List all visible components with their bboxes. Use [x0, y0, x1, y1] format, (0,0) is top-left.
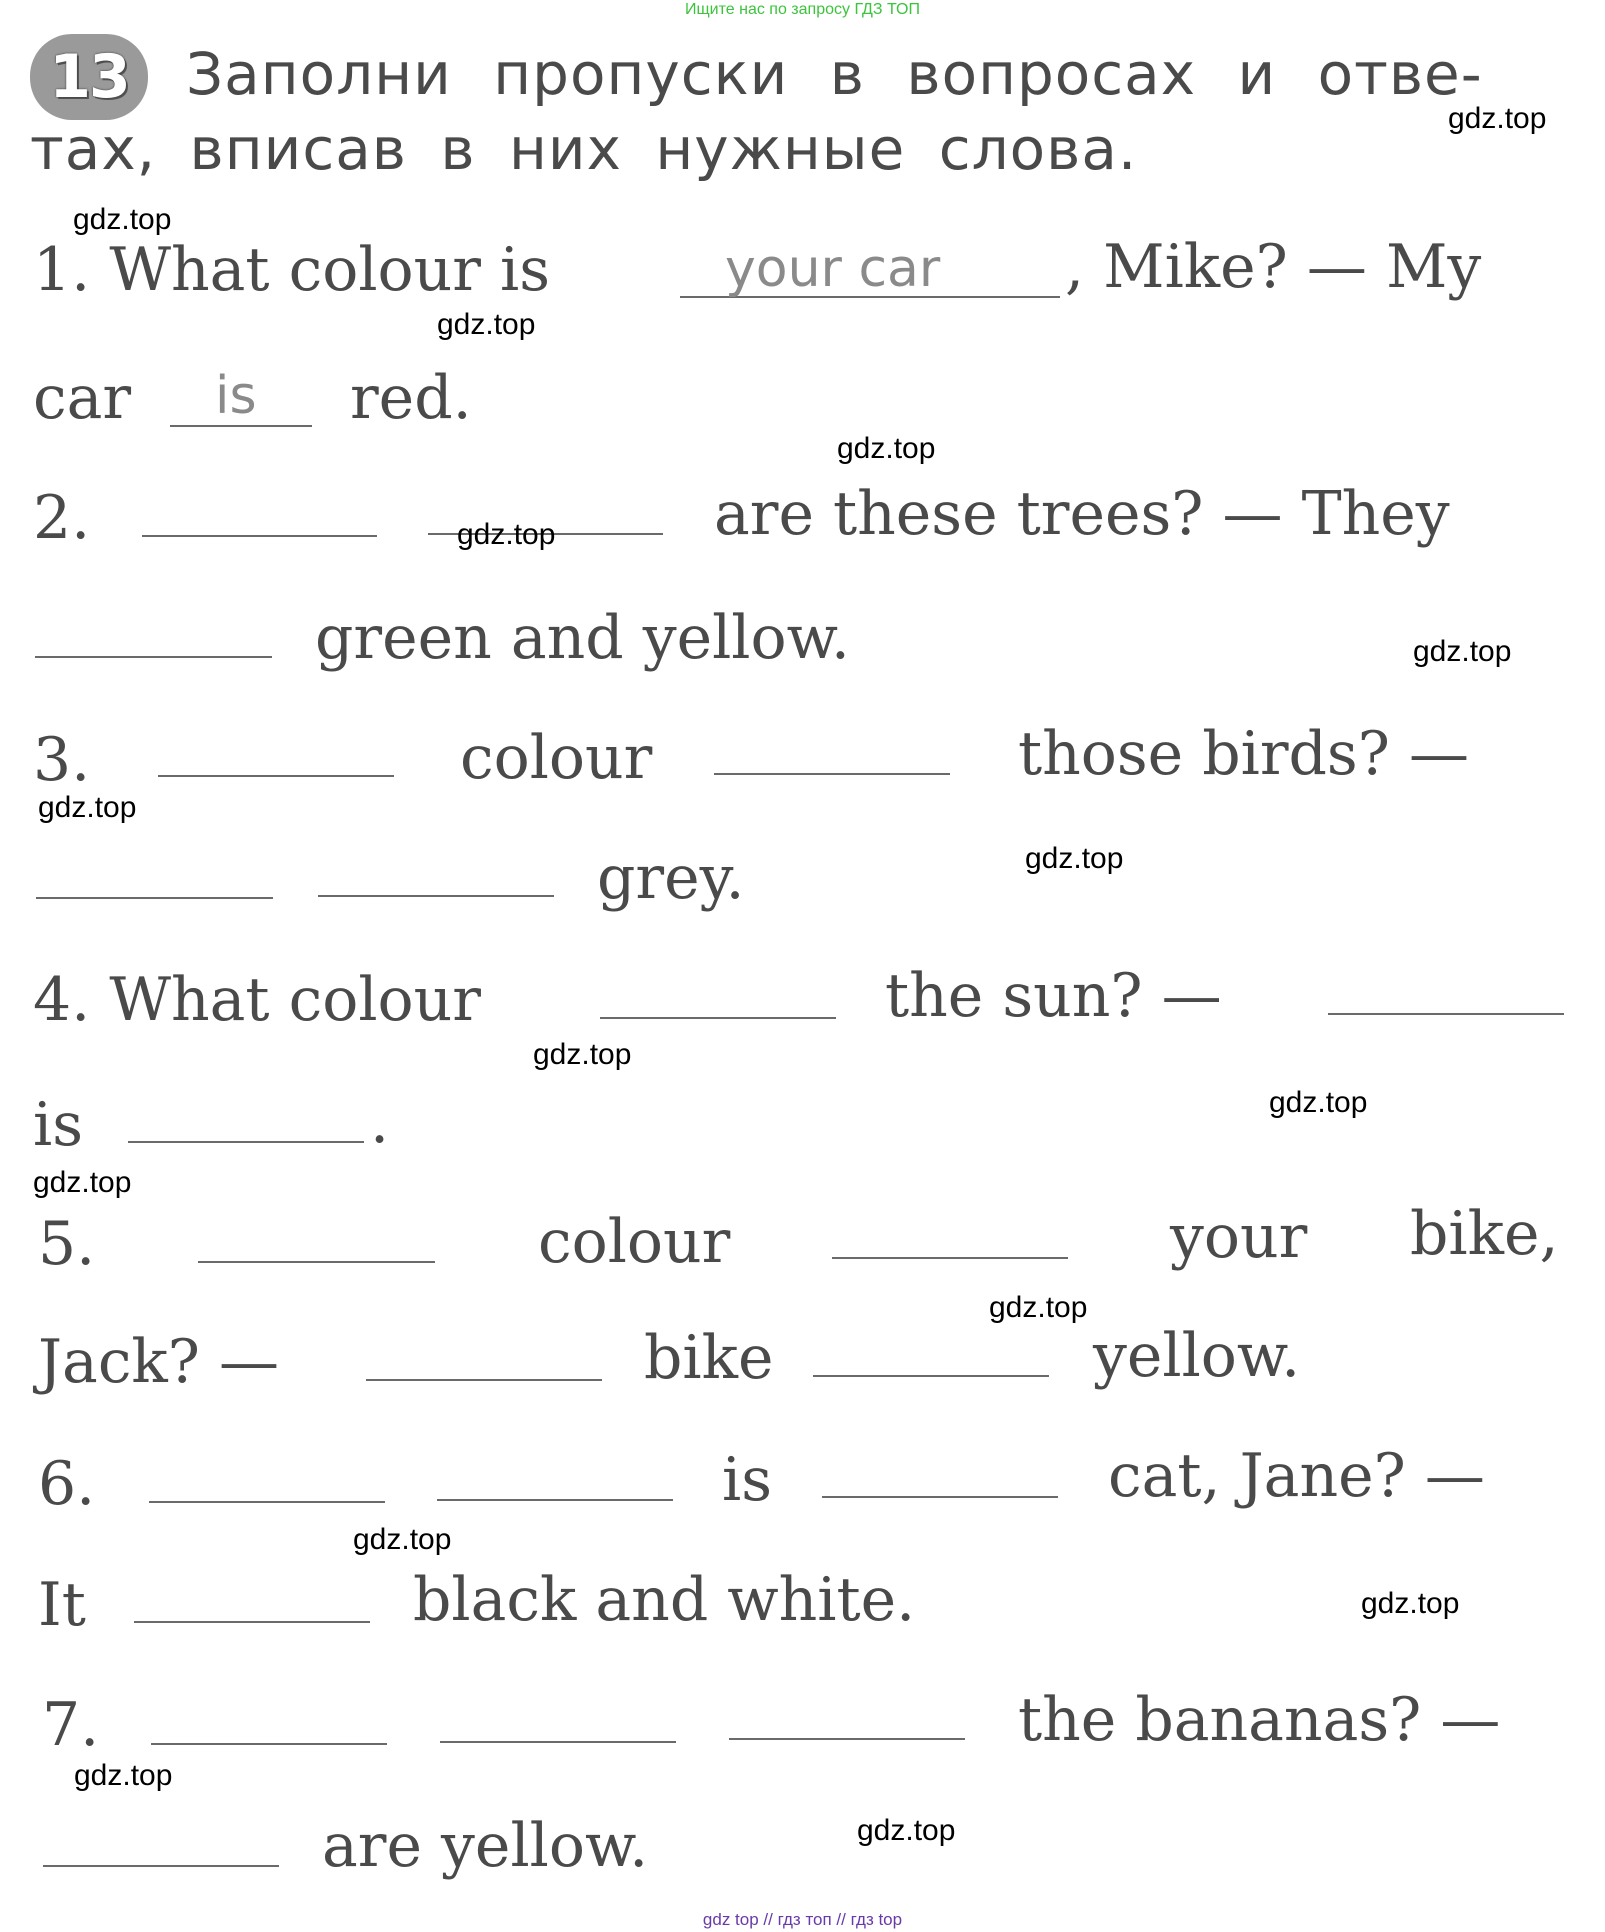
exercise-1-answer-start: car — [33, 363, 132, 433]
exercise-7-number: 7. — [42, 1690, 100, 1760]
exercise-3-answer: grey. — [597, 843, 745, 913]
exercise-1-question-end: , Mike? — My — [1065, 232, 1482, 302]
watermark: gdz.top — [33, 1166, 132, 1199]
task-instruction-line-2: тах, вписав в них нужные слова. — [30, 115, 1138, 183]
exercise-5-blank-3[interactable] — [366, 1379, 602, 1381]
watermark: gdz.top — [457, 518, 556, 551]
watermark: gdz.top — [1269, 1086, 1368, 1119]
exercise-3-question: those birds? — — [1018, 719, 1469, 789]
watermark: gdz.top — [1025, 842, 1124, 875]
watermark: gdz.top — [989, 1291, 1088, 1324]
exercise-5-blank-2[interactable] — [832, 1257, 1068, 1259]
exercise-6-question: cat, Jane? — — [1108, 1441, 1485, 1511]
exercise-2-blank-3[interactable] — [35, 656, 272, 658]
exercise-2-number: 2. — [33, 483, 91, 553]
watermark: gdz.top — [74, 1759, 173, 1792]
task-instruction-line-1: Заполни пропуски в вопросах и отве- — [186, 40, 1483, 108]
watermark: gdz.top — [1413, 635, 1512, 668]
exercise-7-question: the bananas? — — [1018, 1685, 1501, 1755]
exercise-2-blank-1[interactable] — [142, 535, 377, 537]
exercise-2-question: are these trees? — They — [714, 479, 1450, 549]
exercise-7-blank-4[interactable] — [43, 1865, 279, 1867]
exercise-6-blank-4[interactable] — [134, 1621, 370, 1623]
exercise-4-blank-3[interactable] — [128, 1141, 364, 1143]
footer-links[interactable]: gdz top // гдз топ // гдз top — [702, 1910, 903, 1929]
exercise-7-blank-3[interactable] — [729, 1738, 965, 1740]
top-banner[interactable]: Ищите нас по запросу ГДЗ ТОП — [685, 1, 920, 18]
exercise-6-blank-3[interactable] — [822, 1496, 1058, 1498]
exercise-4-answer-is: is — [33, 1090, 83, 1160]
exercise-3-blank-1[interactable] — [158, 775, 394, 777]
exercise-3-colour: colour — [460, 723, 653, 793]
exercise-6-blank-1[interactable] — [149, 1501, 385, 1503]
exercise-3-blank-2[interactable] — [714, 773, 950, 775]
exercise-5-colour: colour — [538, 1207, 731, 1277]
exercise-3-blank-4[interactable] — [318, 895, 554, 897]
watermark: gdz.top — [857, 1814, 956, 1847]
exercise-6-number: 6. — [38, 1449, 96, 1519]
watermark: gdz.top — [533, 1038, 632, 1071]
exercise-4-blank-1[interactable] — [600, 1017, 836, 1019]
exercise-2-answer: green and yellow. — [315, 603, 850, 673]
watermark: gdz.top — [437, 308, 536, 341]
exercise-5-number: 5. — [38, 1209, 96, 1279]
exercise-5-bike: bike, — [1410, 1199, 1559, 1269]
exercise-6-answer: black and white. — [413, 1565, 916, 1635]
exercise-4-blank-2[interactable] — [1328, 1013, 1564, 1015]
watermark: gdz.top — [1361, 1587, 1460, 1620]
watermark: gdz.top — [837, 432, 936, 465]
exercise-4-question: 4. What colour — [33, 965, 481, 1035]
watermark: gdz.top — [73, 203, 172, 236]
exercise-7-answer: are yellow. — [322, 1811, 649, 1881]
exercise-1-answer-1: your car — [725, 239, 941, 299]
exercise-5-blank-1[interactable] — [198, 1261, 435, 1263]
task-number-badge: 13 — [30, 34, 148, 120]
exercise-1-answer-2: is — [215, 366, 257, 426]
exercise-1-answer-end: red. — [350, 363, 472, 433]
exercise-1-question: 1. What colour is — [33, 235, 551, 305]
exercise-4-question-end: the sun? — — [885, 961, 1222, 1031]
exercise-5-bike-answer: bike — [644, 1323, 774, 1393]
exercise-5-yellow: yellow. — [1093, 1321, 1301, 1391]
exercise-4-answer-period: . — [370, 1087, 390, 1157]
exercise-5-jack: Jack? — — [38, 1327, 280, 1397]
exercise-3-blank-3[interactable] — [36, 897, 273, 899]
watermark: gdz.top — [1448, 102, 1547, 135]
exercise-6-is: is — [722, 1445, 772, 1515]
exercise-7-blank-1[interactable] — [151, 1743, 387, 1745]
exercise-6-it: It — [38, 1570, 86, 1640]
exercise-7-blank-2[interactable] — [440, 1741, 676, 1743]
exercise-6-blank-2[interactable] — [437, 1499, 673, 1501]
exercise-5-your: your — [1170, 1202, 1308, 1272]
exercise-5-blank-4[interactable] — [813, 1375, 1049, 1377]
watermark: gdz.top — [38, 791, 137, 824]
watermark: gdz.top — [353, 1523, 452, 1556]
exercise-3-number: 3. — [33, 725, 91, 795]
